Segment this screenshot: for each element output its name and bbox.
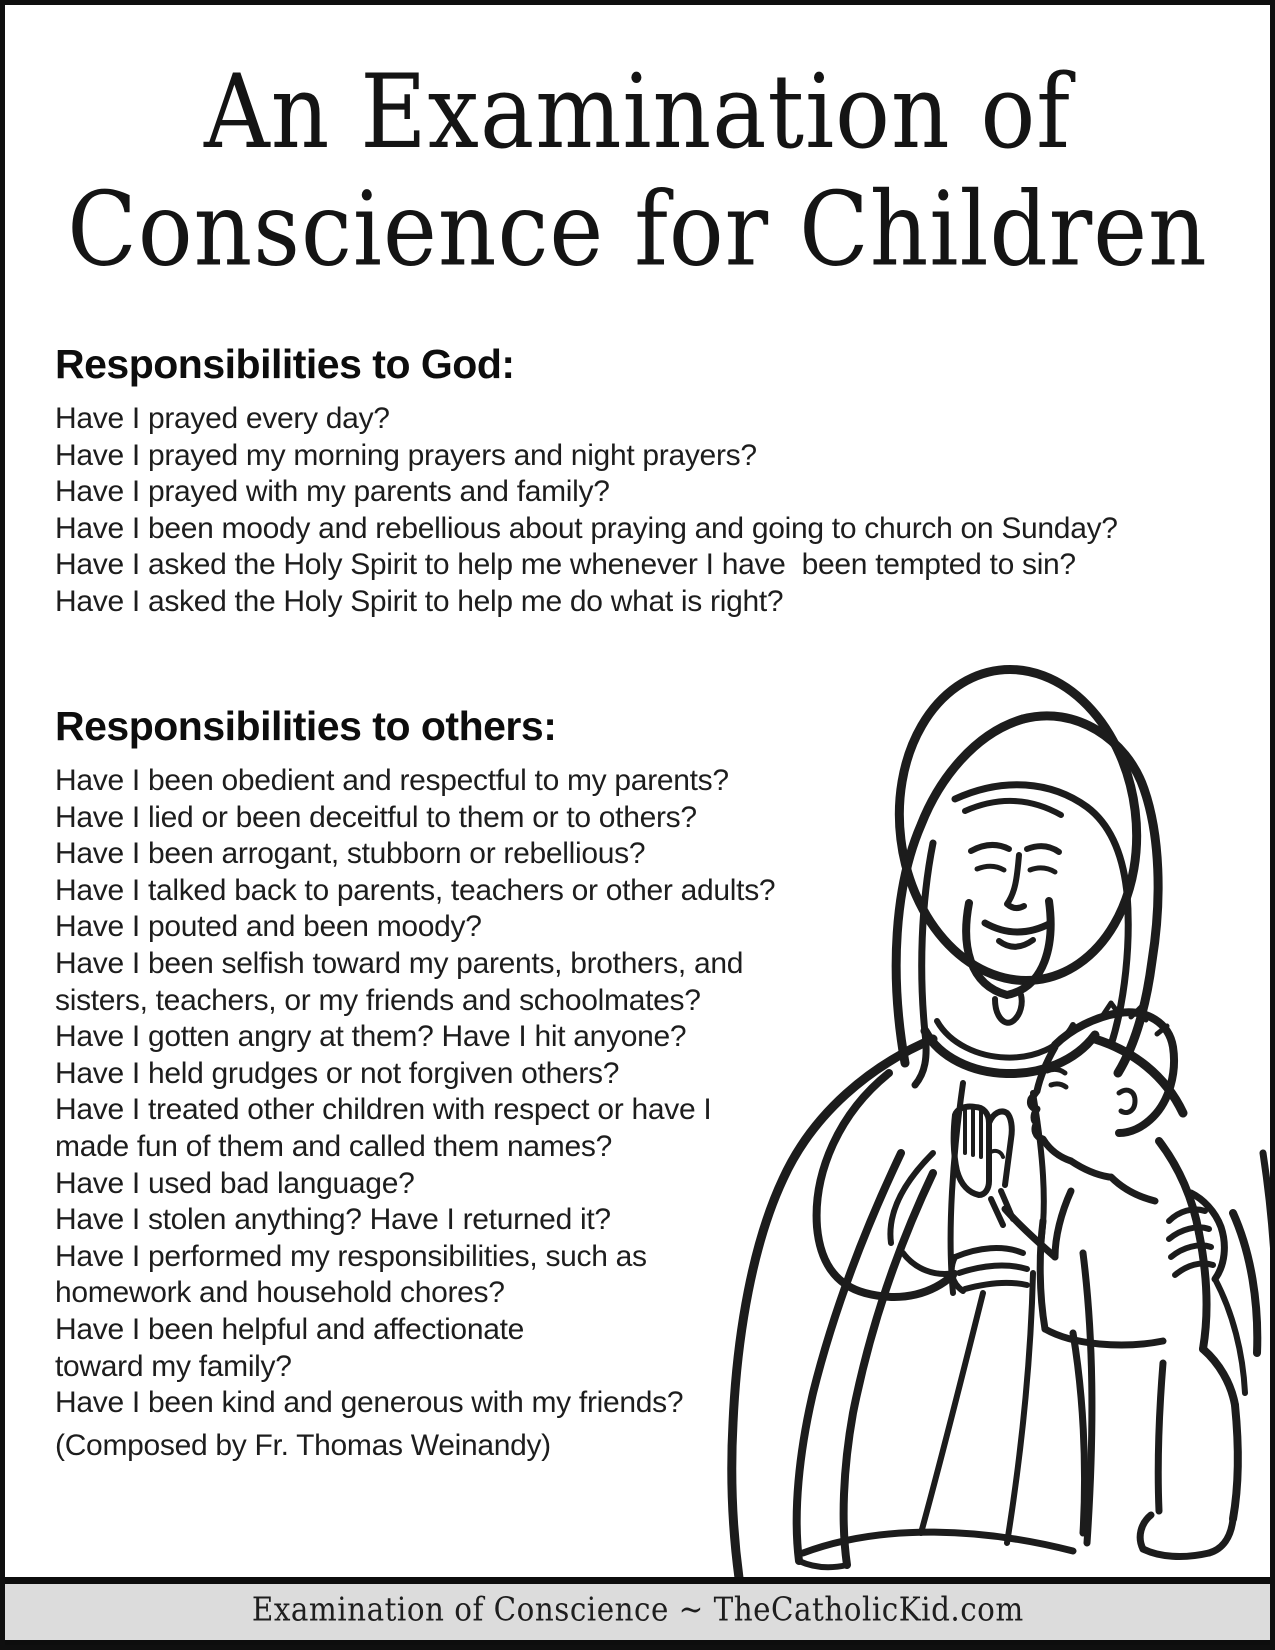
- section-god-questions: [55, 401, 1118, 621]
- question-line: Have I been kind and generous with my friends?: [55, 1386, 684, 1420]
- question-line: toward my family?: [55, 1349, 292, 1383]
- question-line: sisters, teachers, or my friends and schoolmates?: [55, 983, 701, 1017]
- question-line: Have I prayed my morning prayers and night prayers?: [55, 438, 757, 472]
- question-line: Have I held grudges or not forgiven others?: [55, 1056, 620, 1090]
- section-responsibilities-to-others: [55, 703, 775, 1422]
- question-line: Have I used bad language?: [55, 1166, 415, 1200]
- question-line: Have I asked the Holy Spirit to help me whenever I have been tempted to sin?: [55, 548, 1076, 582]
- question-line: Have I talked back to parents, teachers or other adults?: [55, 873, 776, 907]
- question-line: Have I been selfish toward my parents, brothers, and: [55, 946, 744, 980]
- question-line: homework and household chores?: [55, 1276, 505, 1310]
- question-line: Have I been obedient and respectful to my parents?: [55, 764, 729, 797]
- page-title-line1: An Examination of: [204, 53, 1071, 172]
- section-responsibilities-to-god: [55, 341, 1118, 621]
- question-line: Have I been moody and rebellious about praying and going to church on Sunday?: [55, 511, 1118, 545]
- question-line: made fun of them and called them names?: [55, 1129, 612, 1163]
- section-others-questions: [55, 763, 775, 1422]
- credit-line: (Composed by Fr. Thomas Weinandy): [55, 1429, 551, 1462]
- page-title: [5, 55, 1270, 289]
- question-line: Have I performed my responsibilities, such as: [55, 1239, 647, 1273]
- section-god-heading: Responsibilities to God:: [55, 341, 515, 387]
- question-line: Have I been arrogant, stubborn or rebellious?: [55, 837, 646, 871]
- question-line: Have I prayed every day?: [55, 402, 390, 435]
- question-line: Have I gotten angry at them? Have I hit anyone?: [55, 1020, 687, 1054]
- section-others-heading: Responsibilities to others:: [55, 703, 557, 749]
- page-title-line2: Conscience for Children: [67, 171, 1208, 289]
- footer-bar: [5, 1577, 1270, 1645]
- question-line: Have I asked the Holy Spirit to help me do what is right?: [55, 584, 784, 618]
- question-line: Have I stolen anything? Have I returned it?: [55, 1203, 611, 1237]
- question-line: Have I lied or been deceitful to them or to others?: [55, 800, 697, 834]
- footer-text: Examination of Conscience ~ TheCatholicKid.com: [251, 1591, 1024, 1630]
- question-line: Have I been helpful and affectionate: [55, 1312, 525, 1346]
- question-line: Have I treated other children with respect or have I: [55, 1093, 712, 1127]
- question-line: Have I pouted and been moody?: [55, 910, 482, 944]
- question-line: Have I prayed with my parents and family?: [55, 475, 610, 509]
